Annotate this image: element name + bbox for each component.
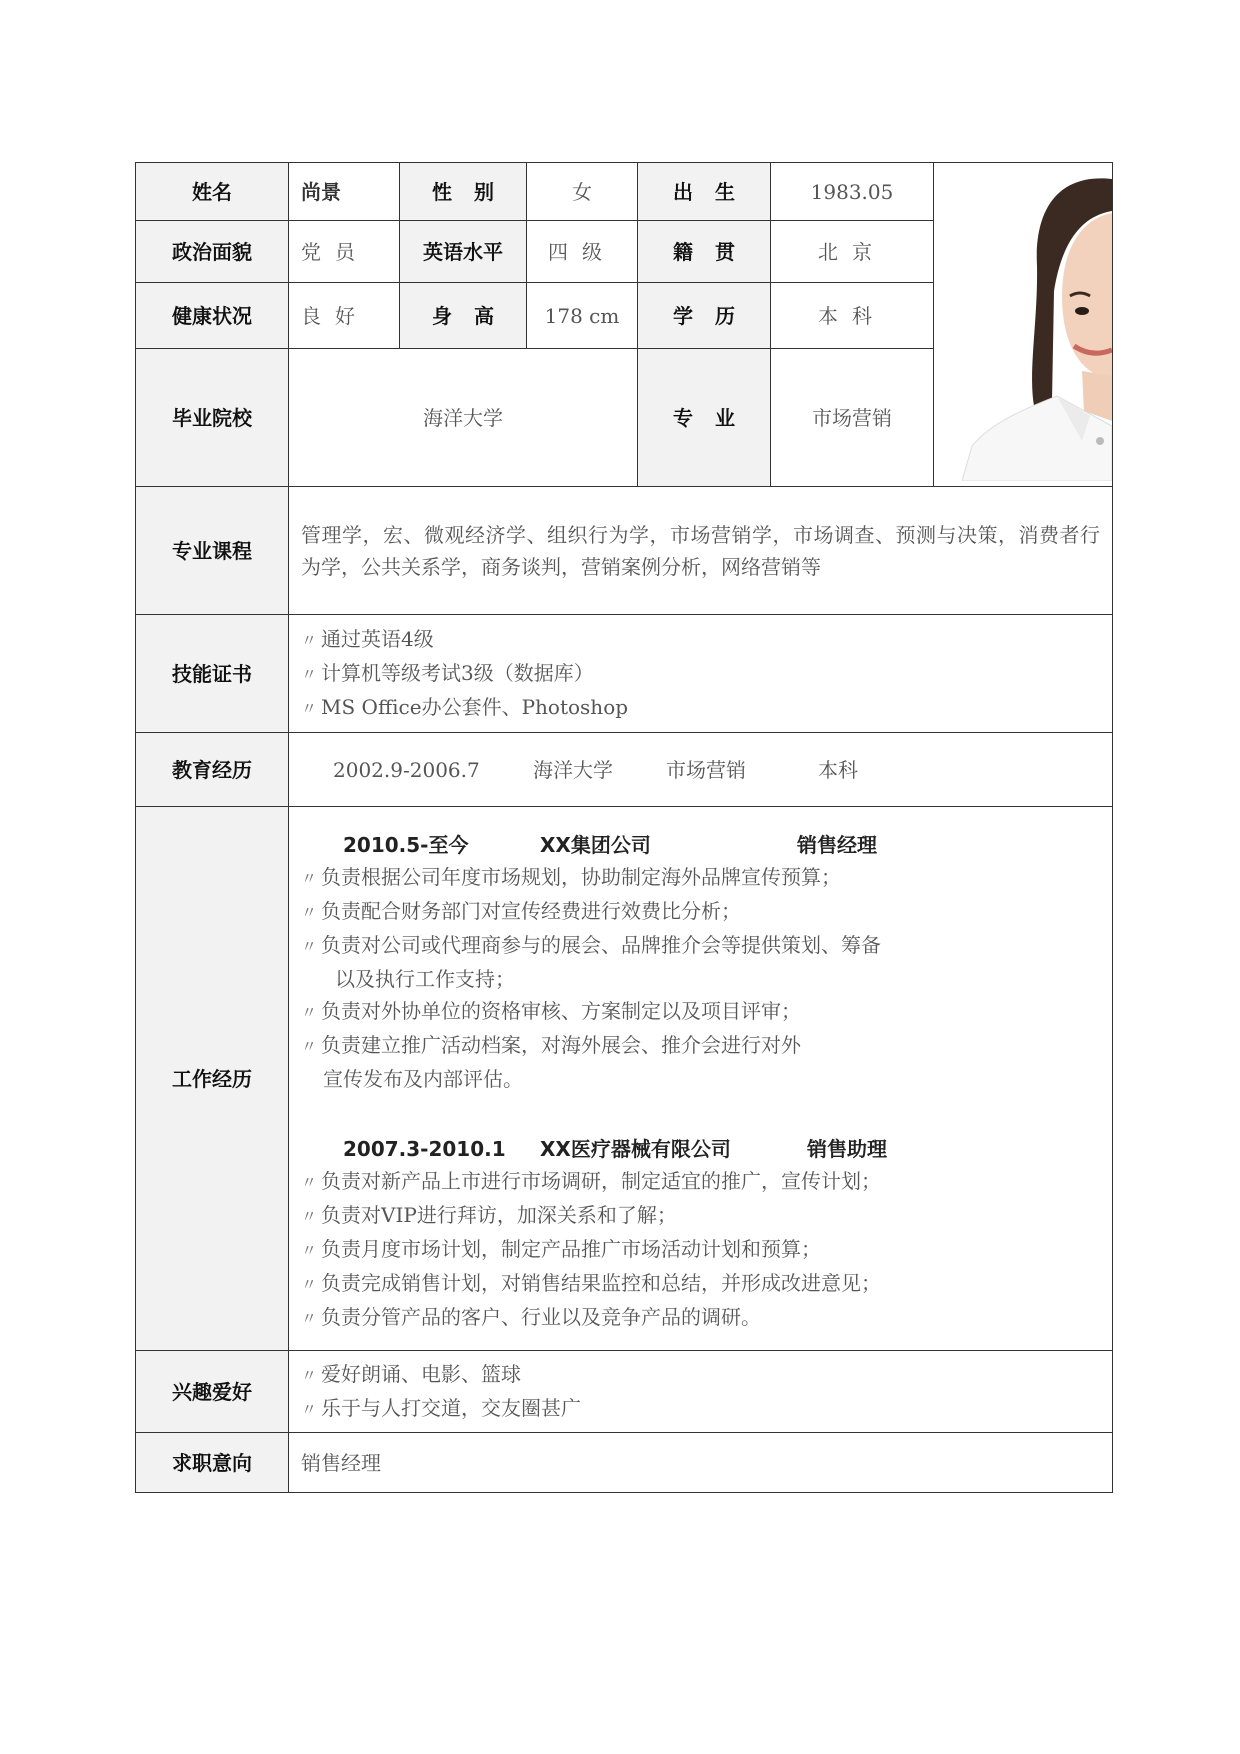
bullet-icon: 〃 [301,698,318,718]
resume-table [135,162,1113,1493]
skill-item: 〃 通过英语4级 [301,626,434,651]
duty-item: 〃 负责建立推广活动档案，对海外展会、推介会进行对外 [301,1033,802,1057]
school-label: 毕业院校 [136,349,289,487]
name-value: 尚景 [289,163,400,221]
height-value: 178 cm [527,283,638,349]
objective-value: 销售经理 [289,1433,1113,1493]
photo-cell [934,163,1113,487]
job-header: 2007.3-2010.1 XX医疗器械有限公司 销售助理 [343,1137,887,1161]
duty-item: 〃 负责对VIP进行拜访，加深关系和了解； [301,1203,677,1227]
job-1 [301,807,1100,1105]
duty-item: 〃 负责根据公司年度市场规划，协助制定海外品牌宣传预算； [301,865,842,889]
health-label: 健康状况 [136,283,289,349]
bullet-icon: 〃 [301,903,318,922]
education-period: 2002.9-2006.7 [333,757,480,782]
row-work [136,807,1113,1351]
origin-value: 北京 [771,221,934,283]
row-skills [136,615,1113,733]
work-list [289,807,1113,1351]
skills-list [289,615,1113,733]
duty-continuation: 宣传发布及内部评估。 [323,1067,523,1091]
gender-label: 性别 [400,163,527,221]
major-label: 专业 [638,349,771,487]
health-value: 良好 [289,283,400,349]
education-degree: 本科 [818,757,858,782]
degree-value: 本科 [771,283,934,349]
skill-item: 〃 计算机等级考试3级（数据库） [301,660,594,685]
job-2 [301,1105,1100,1345]
duty-item: 〃 负责对外协单位的资格审核、方案制定以及项目评审； [301,999,802,1023]
bullet-icon: 〃 [301,937,318,956]
english-label: 英语水平 [400,221,527,283]
bullet-icon: 〃 [301,1275,318,1294]
birth-label: 出生 [638,163,771,221]
origin-label: 籍贯 [638,221,771,283]
education-school: 海洋大学 [533,757,613,782]
bullet-icon: 〃 [301,1399,318,1419]
row-courses [136,487,1113,615]
duty-continuation: 以及执行工作支持； [335,967,515,991]
bullet-icon: 〃 [301,1241,318,1260]
degree-label: 学历 [638,283,771,349]
bullet-icon: 〃 [301,1309,318,1328]
duty-item: 〃 负责对公司或代理商参与的展会、品牌推介会等提供策划、筹备 [301,933,882,957]
bullet-icon: 〃 [301,1365,318,1385]
courses-label: 专业课程 [136,487,289,615]
hobbies-list [289,1351,1113,1433]
row-education [136,733,1113,807]
objective-label: 求职意向 [136,1433,289,1493]
bullet-icon: 〃 [301,1207,318,1226]
job-header: 2010.5-至今 XX集团公司 销售经理 [343,833,877,857]
skills-label: 技能证书 [136,615,289,733]
education-major: 市场营销 [666,757,746,782]
education-entry [289,733,1113,807]
bullet-icon: 〃 [301,1173,318,1192]
birth-value: 1983.05 [771,163,934,221]
hobbies-label: 兴趣爱好 [136,1351,289,1433]
english-value: 四级 [527,221,638,283]
major-value: 市场营销 [771,349,934,487]
bullet-icon: 〃 [301,630,318,650]
bullet-icon: 〃 [301,664,318,684]
duty-item: 〃 负责完成销售计划，对销售结果监控和总结，并形成改进意见； [301,1271,882,1295]
name-label: 姓名 [136,163,289,221]
political-label: 政治面貌 [136,221,289,283]
gender-value: 女 [527,163,638,221]
work-label: 工作经历 [136,807,289,1351]
hobby-item: 〃 爱好朗诵、电影、篮球 [301,1361,522,1386]
school-value: 海洋大学 [289,349,638,487]
duty-item: 〃 负责月度市场计划，制定产品推广市场活动计划和预算； [301,1237,822,1261]
duty-item: 〃 负责对新产品上市进行市场调研，制定适宜的推广，宣传计划； [301,1169,882,1193]
bullet-icon: 〃 [301,869,318,888]
bullet-icon: 〃 [301,1003,318,1022]
education-label: 教育经历 [136,733,289,807]
skill-item: 〃 MS Office办公套件、Photoshop [301,694,629,719]
political-value: 党员 [289,221,400,283]
row-basic-1 [136,163,1113,221]
row-hobbies [136,1351,1113,1433]
bullet-icon: 〃 [301,1037,318,1056]
duty-item: 〃 负责分管产品的客户、行业以及竞争产品的调研。 [301,1305,762,1329]
hobby-item: 〃 乐于与人打交道，交友圈甚广 [301,1395,582,1420]
duty-item: 〃 负责配合财务部门对宣传经费进行效费比分析； [301,899,742,923]
height-label: 身高 [400,283,527,349]
row-objective [136,1433,1113,1493]
courses-text: 管理学，宏、微观经济学、组织行为学，市场营销学，市场调查、预测与决策，消费者行为学，公共关系学，商务谈判，营销案例分析，网络营销等 [289,487,1113,615]
profile-photo [962,171,1112,481]
